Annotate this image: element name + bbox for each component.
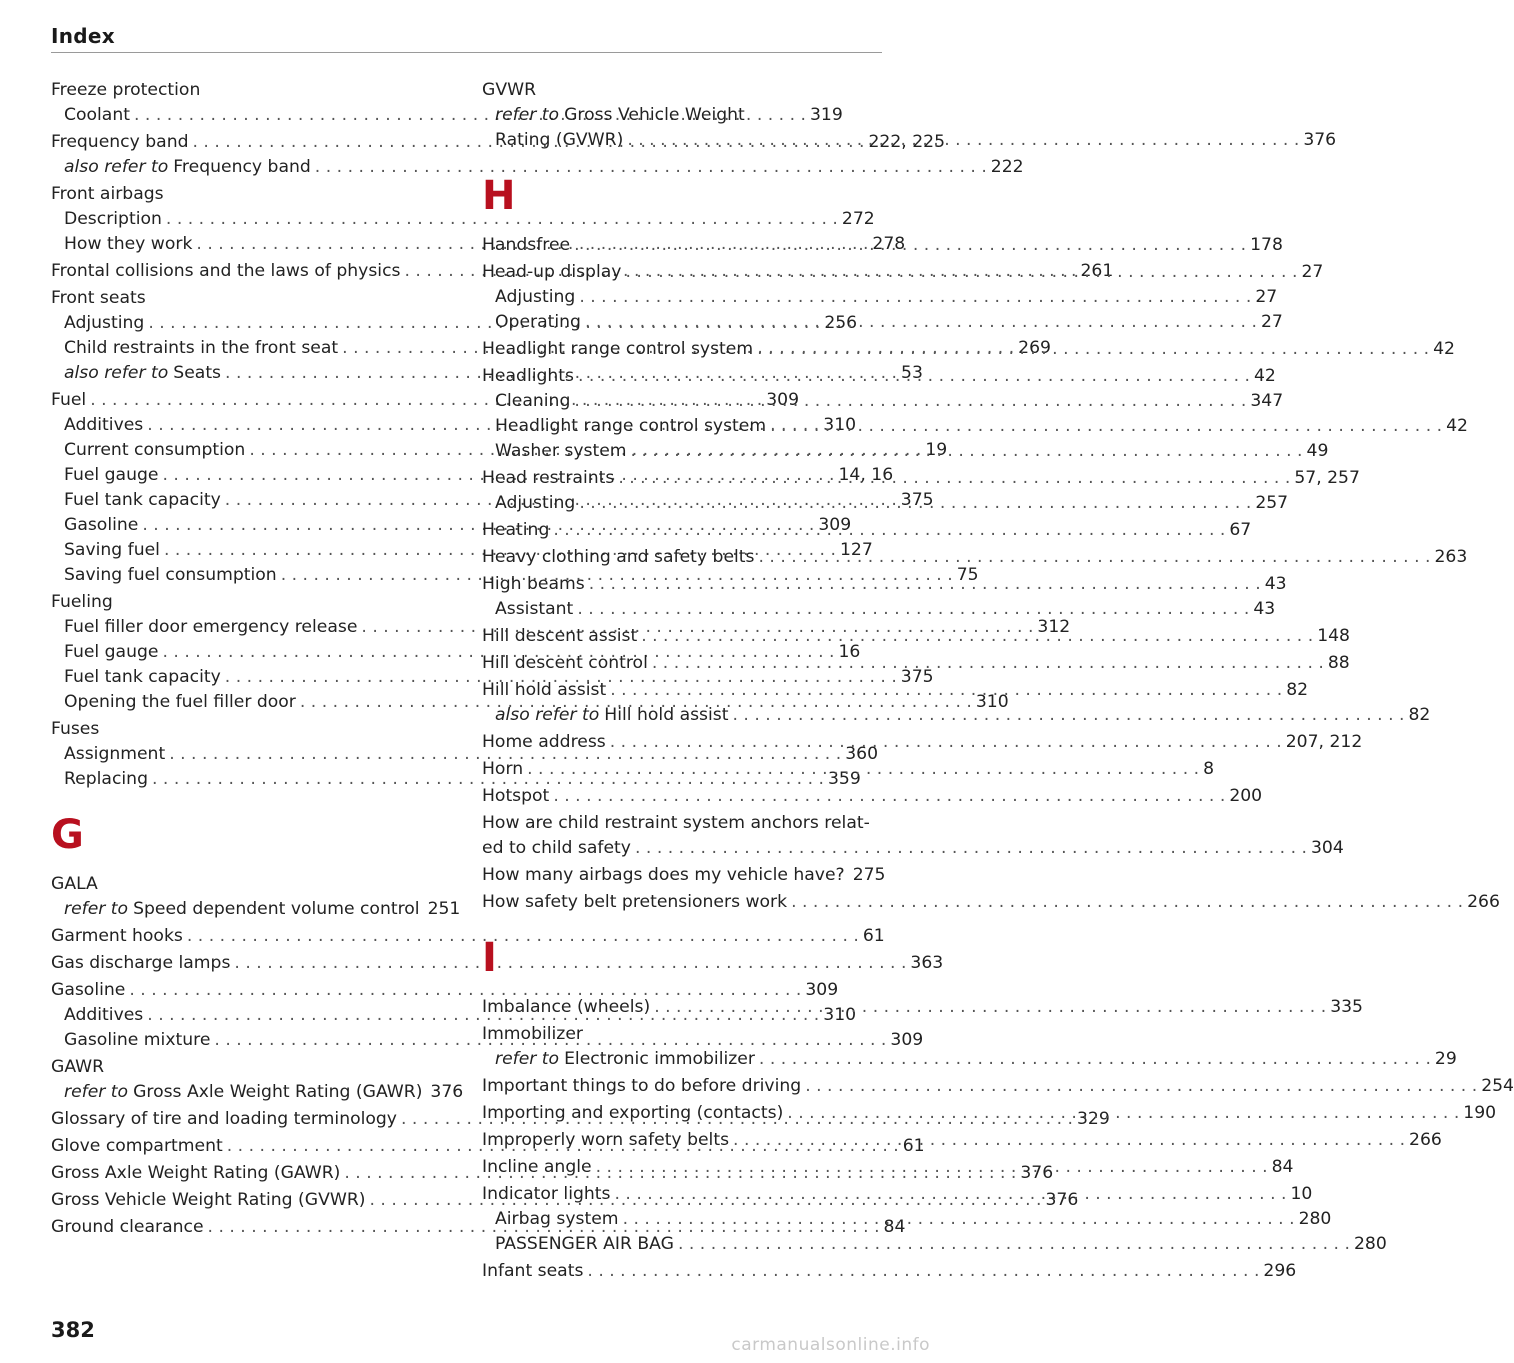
page-reference: 14, 16	[838, 465, 894, 485]
entry-text: Fuses	[51, 719, 100, 739]
entry-text: Fueling	[51, 592, 113, 612]
page-reference: 261	[1080, 261, 1114, 281]
index-entry	[51, 978, 839, 1003]
entry-text: Saving fuel consumption	[64, 565, 277, 585]
index-entry	[482, 78, 882, 103]
entry-text: Frontal collisions and the laws of physics	[51, 261, 401, 281]
index-subentry	[482, 597, 1276, 622]
page-reference: 280	[1298, 1209, 1332, 1229]
index-entry	[482, 757, 1215, 782]
index-entry	[482, 811, 882, 836]
entry-text: Fuel gauge	[64, 465, 159, 485]
page-reference: 319	[809, 105, 843, 125]
page-reference: 309	[818, 515, 852, 535]
entry-text: Head restraints	[482, 468, 615, 488]
leader-dots	[574, 233, 1246, 258]
entry-text: Garment hooks	[51, 926, 183, 946]
entry-text: Hotspot	[482, 786, 550, 806]
page-reference: 359	[828, 769, 861, 789]
page-reference: 61	[902, 1136, 925, 1156]
page-reference: 75	[956, 565, 979, 585]
entry-text: Replacing	[64, 769, 148, 789]
index-entry	[51, 872, 451, 897]
page-reference: 84	[1271, 1157, 1294, 1177]
leader-dots	[654, 995, 1326, 1020]
index-entry	[482, 1022, 882, 1047]
page-reference: 263	[1434, 547, 1468, 567]
index-entry	[51, 78, 451, 103]
page-number: 382	[51, 1318, 95, 1342]
index-entry	[482, 651, 1350, 676]
page-reference: 266	[1467, 892, 1500, 912]
entry-text: Head-up display	[482, 262, 622, 282]
index-subentry	[51, 155, 1024, 180]
index-subentry	[51, 1080, 464, 1105]
entry-text: GVWR	[482, 80, 537, 100]
leader-dots	[733, 1128, 1405, 1153]
entry-text: Headlight range control system	[495, 416, 767, 436]
leader-dots	[553, 784, 1225, 809]
entry-text: Washer system	[495, 441, 627, 461]
page-reference: 310	[823, 1005, 857, 1025]
entry-text: Heating	[482, 520, 550, 540]
index-entry	[482, 890, 1500, 915]
page-reference: 127	[839, 540, 873, 560]
leader-dots	[641, 624, 1313, 649]
index-entry	[482, 863, 886, 888]
leader-dots	[625, 260, 1297, 285]
page-reference: 251	[427, 899, 461, 919]
entry-text: Rating (GVWR)	[495, 130, 624, 150]
page-reference: 27	[1301, 262, 1324, 282]
entry-text: Saving fuel	[64, 540, 160, 560]
index-entry	[51, 286, 451, 311]
page-header-title: Index	[51, 24, 115, 48]
page-reference: 269	[1018, 338, 1051, 358]
index-subentry	[482, 103, 882, 128]
entry-text: Additives	[64, 415, 144, 435]
header-divider	[51, 52, 882, 53]
index-entry	[51, 590, 451, 615]
entry-text: Fuel filler door emergency release	[64, 617, 358, 637]
entry-text: Front airbags	[51, 184, 164, 204]
entry-text: Fuel tank capacity	[64, 490, 221, 510]
page-reference: 222, 225	[868, 132, 946, 152]
page-reference: 200	[1229, 786, 1263, 806]
leader-dots	[770, 414, 1442, 439]
cross-reference-label: also refer to	[64, 157, 169, 177]
page-reference: 84	[883, 1217, 906, 1237]
entry-text: Hill hold assist	[482, 680, 607, 700]
leader-dots	[527, 757, 1199, 782]
leader-dots	[610, 678, 1282, 703]
leader-dots	[757, 337, 1429, 362]
cross-reference-label: refer to	[64, 899, 129, 919]
page-reference: 19	[925, 440, 948, 460]
page-reference: 376	[430, 1082, 464, 1102]
entry-text: Gasoline	[51, 980, 126, 1000]
page-reference: 310	[975, 692, 1009, 712]
index-subentry	[482, 703, 1431, 728]
index-entry	[51, 182, 451, 207]
page-reference: 178	[1250, 235, 1283, 255]
page-reference: 148	[1317, 626, 1350, 646]
entry-text: Gas discharge lamps	[51, 953, 231, 973]
index-subentry	[51, 897, 461, 922]
entry-text: Hill descent assist	[482, 626, 638, 646]
entry-text: Front seats	[51, 288, 146, 308]
cross-reference-label: refer to	[495, 105, 560, 125]
cross-reference-label: refer to	[64, 1082, 129, 1102]
entry-text: Current consumption	[64, 440, 246, 460]
page-reference: 222	[990, 157, 1024, 177]
entry-text: Glossary of tire and loading terminology	[51, 1109, 397, 1129]
page-reference: 275	[852, 865, 886, 885]
entry-text: Gasoline mixture	[64, 1030, 211, 1050]
leader-dots	[579, 491, 1251, 516]
page-reference: 376	[1303, 130, 1337, 150]
entry-text: Horn	[482, 759, 524, 779]
entry-text: Incline angle	[482, 1157, 592, 1177]
entry-text: Ground clearance	[51, 1217, 204, 1237]
watermark: carmanualsonline.info	[731, 1335, 930, 1355]
index-subentry	[482, 836, 1344, 861]
entry-text: How safety belt pretensioners work	[482, 892, 788, 912]
page-reference: 376	[1045, 1190, 1079, 1210]
leader-dots	[553, 518, 1225, 543]
page-reference: 304	[1310, 838, 1344, 858]
entry-text: Coolant	[64, 105, 130, 125]
index-entry	[482, 730, 1363, 755]
entry-text: Gross Vehicle Weight	[564, 105, 745, 125]
leader-dots	[759, 1047, 1431, 1072]
index-entry	[482, 1074, 1514, 1099]
entry-text: Additives	[64, 1005, 144, 1025]
leader-dots	[631, 439, 1303, 464]
entry-text: Hill descent control	[482, 653, 648, 673]
leader-dots	[614, 1182, 1286, 1207]
index-entry	[482, 466, 1360, 491]
entry-text: Heavy clothing and safety belts	[482, 547, 755, 567]
entry-text: GALA	[51, 874, 98, 894]
entry-text: Imbalance (wheels)	[482, 997, 651, 1017]
page-reference: 329	[1076, 1109, 1110, 1129]
entry-text: Home address	[482, 732, 606, 752]
page-reference: 375	[900, 490, 934, 510]
entry-text: Child restraints in the front seat	[64, 338, 339, 358]
entry-text: Assignment	[64, 744, 166, 764]
leader-dots	[587, 1259, 1259, 1284]
page-reference: 272	[841, 209, 875, 229]
entry-text: PASSENGER AIR BAG	[495, 1234, 674, 1254]
page-reference: 309	[805, 980, 839, 1000]
section-letter: G	[51, 812, 84, 858]
leader-dots	[585, 310, 1257, 335]
page-reference: 10	[1290, 1184, 1313, 1204]
page-reference: 42	[1433, 339, 1455, 359]
page-reference: 42	[1254, 366, 1276, 386]
leader-dots	[623, 1207, 1295, 1232]
leader-dots	[596, 1155, 1268, 1180]
leader-dots	[618, 466, 1290, 491]
index-subentry	[482, 285, 1278, 310]
page-reference: 82	[1408, 705, 1431, 725]
entry-text: Hill hold assist	[604, 705, 729, 725]
page-reference: 42	[1446, 416, 1468, 436]
page-reference: 57, 257	[1294, 468, 1360, 488]
entry-text: Adjusting	[495, 287, 576, 307]
entry-text: Fuel gauge	[64, 642, 159, 662]
entry-text: Cleaning	[495, 391, 571, 411]
entry-text: Gross Axle Weight Rating (GAWR)	[133, 1082, 423, 1102]
entry-text: Electronic immobilizer	[564, 1049, 755, 1069]
entry-text: Adjusting	[495, 493, 576, 513]
index-entry	[482, 545, 1468, 570]
entry-text: How are child restraint system anchors relat-	[482, 813, 870, 833]
page-reference: 29	[1434, 1049, 1457, 1069]
entry-text: Fuel tank capacity	[64, 667, 221, 687]
entry-text: Handsfree	[482, 235, 571, 255]
page-reference: 88	[1327, 653, 1350, 673]
index-entry	[51, 717, 451, 742]
entry-text: ed to child safety	[482, 838, 631, 858]
leader-dots	[578, 364, 1250, 389]
leader-dots	[610, 730, 1282, 755]
page-reference: 27	[1260, 312, 1283, 332]
leader-dots	[574, 389, 1246, 414]
entry-text: Frequency band	[51, 132, 189, 152]
cross-reference-label: refer to	[495, 1049, 560, 1069]
entry-text: Frequency band	[173, 157, 311, 177]
index-subentry	[482, 1232, 1387, 1257]
page-reference: 312	[1037, 617, 1071, 637]
leader-dots	[678, 1232, 1350, 1257]
entry-text: Importing and exporting (contacts)	[482, 1103, 784, 1123]
leader-dots	[652, 651, 1324, 676]
entry-text: How they work	[64, 234, 193, 254]
index-entry	[51, 924, 885, 949]
page-reference: 309	[766, 390, 800, 410]
index-entry	[482, 784, 1263, 809]
page-reference: 257	[1255, 493, 1289, 513]
entry-text: Operating	[495, 312, 581, 332]
index-subentry	[482, 389, 1284, 414]
leader-dots	[732, 703, 1404, 728]
entry-text: Infant seats	[482, 1261, 584, 1281]
page-reference: 82	[1286, 680, 1309, 700]
entry-text: Improperly worn safety belts	[482, 1130, 730, 1150]
page-reference: 53	[901, 363, 923, 383]
leader-dots	[589, 572, 1261, 597]
entry-text: Description	[64, 209, 162, 229]
entry-text: Freeze protection	[51, 80, 201, 100]
entry-text: Glove compartment	[51, 1136, 223, 1156]
page-reference: 360	[845, 744, 879, 764]
entry-text: Gross Vehicle Weight Rating (GVWR)	[51, 1190, 366, 1210]
page-reference: 309	[890, 1030, 924, 1050]
leader-dots	[577, 597, 1249, 622]
index-entry	[482, 995, 1363, 1020]
entry-text: GAWR	[51, 1057, 105, 1077]
entry-text: Headlights	[482, 366, 574, 386]
page-reference: 375	[900, 667, 934, 687]
entry-text: Indicator lights	[482, 1184, 611, 1204]
leader-dots	[805, 1074, 1477, 1099]
page-reference: 8	[1203, 759, 1215, 779]
leader-dots	[627, 128, 1299, 153]
section-letter: I	[482, 935, 497, 981]
section-letter: H	[482, 173, 516, 219]
page-reference: 190	[1463, 1103, 1497, 1123]
entry-text: Important things to do before driving	[482, 1076, 802, 1096]
entry-text: Fuel	[51, 390, 87, 410]
page-reference: 280	[1353, 1234, 1387, 1254]
leader-dots	[635, 836, 1307, 861]
entry-text: Headlight range control system	[482, 339, 754, 359]
leader-dots	[791, 890, 1463, 915]
page-reference: 278	[872, 234, 906, 254]
index-entry	[51, 951, 944, 976]
index-entry	[482, 518, 1252, 543]
entry-text: Airbag system	[495, 1209, 619, 1229]
page-reference: 335	[1330, 997, 1363, 1017]
entry-text: High beams	[482, 574, 585, 594]
leader-dots	[787, 1101, 1459, 1126]
entry-text: Gasoline	[64, 515, 139, 535]
page-reference: 376	[1020, 1163, 1054, 1183]
cross-reference-label: also refer to	[495, 705, 600, 725]
entry-text: Speed dependent volume control	[133, 899, 420, 919]
page-reference: 254	[1481, 1076, 1514, 1096]
leader-dots	[759, 545, 1431, 570]
page-reference: 256	[824, 313, 858, 333]
index-subentry	[482, 310, 1283, 335]
entry-text: Gross Axle Weight Rating (GAWR)	[51, 1163, 341, 1183]
page-reference: 310	[823, 415, 857, 435]
page-reference: 27	[1255, 287, 1278, 307]
page-reference: 266	[1409, 1130, 1442, 1150]
index-entry	[51, 1055, 451, 1080]
page-reference: 347	[1250, 391, 1284, 411]
page-reference: 67	[1229, 520, 1252, 540]
entry-text: Assistant	[495, 599, 574, 619]
index-subentry	[482, 1047, 1457, 1072]
entry-text: How many airbags does my vehicle have?	[482, 865, 845, 885]
page-reference: 363	[910, 953, 944, 973]
entry-text: Immobilizer	[482, 1024, 583, 1044]
page-reference: 43	[1264, 574, 1287, 594]
page-reference: 43	[1253, 599, 1276, 619]
page-reference: 207, 212	[1285, 732, 1363, 752]
page-reference: 296	[1263, 1261, 1297, 1281]
page-reference: 61	[862, 926, 885, 946]
leader-dots	[579, 285, 1251, 310]
page-reference: 16	[838, 642, 861, 662]
entry-text: Seats	[173, 363, 222, 383]
index-entry	[482, 1259, 1297, 1284]
index-subentry	[51, 207, 875, 232]
entry-text: Opening the fuel filler door	[64, 692, 296, 712]
entry-text: Adjusting	[64, 313, 145, 333]
cross-reference-label: also refer to	[64, 363, 169, 383]
index-subentry	[482, 414, 1468, 439]
page-reference: 49	[1306, 441, 1329, 461]
